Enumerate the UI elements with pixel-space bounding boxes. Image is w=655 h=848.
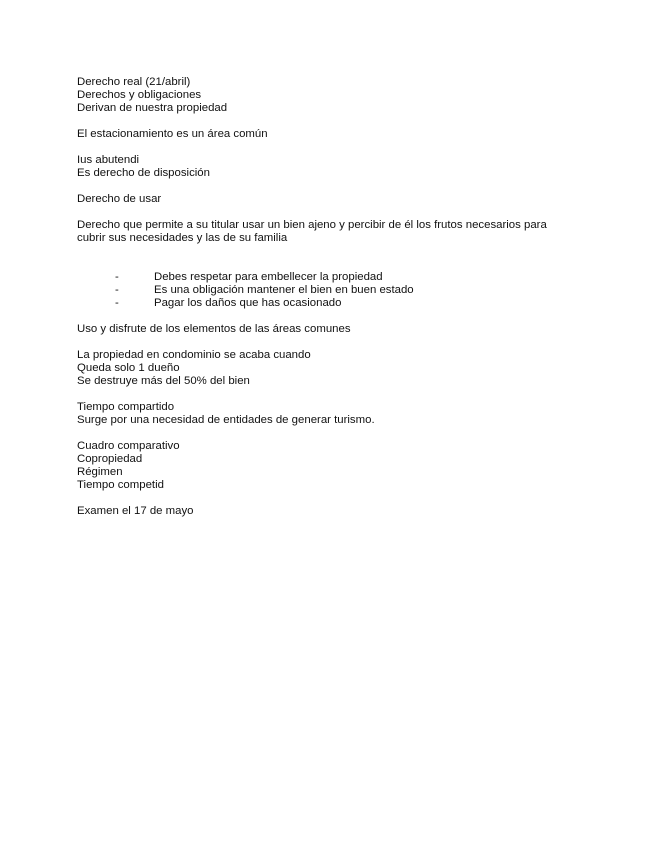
- list-item: [77, 297, 577, 310]
- dash-bullet: -: [115, 271, 119, 283]
- text-line: Uso y disfrute de los elementos de las áreas comunes: [77, 323, 351, 335]
- list-item-text: Es una obligación mantener el bien en buen estado: [154, 284, 414, 296]
- paragraph-estacionamiento: [77, 128, 577, 141]
- text-line: Derecho real (21/abril): [77, 76, 191, 88]
- text-line: Tiempo compartido: [77, 401, 175, 413]
- text-line: Tiempo competid: [77, 479, 164, 491]
- text-line: Queda solo 1 dueño: [77, 362, 180, 374]
- dash-bullet: -: [115, 297, 119, 309]
- dash-bullet: -: [115, 284, 119, 296]
- list-item-text: Debes respetar para embellecer la propiedad: [154, 271, 383, 283]
- text-line: Es derecho de disposición: [77, 167, 210, 179]
- list-item: [77, 284, 577, 297]
- paragraph-uso-y-disfrute: [77, 323, 577, 336]
- text-line: Cuadro comparativo: [77, 440, 180, 452]
- text-line: Régimen: [77, 466, 123, 478]
- paragraph-derecho-real: [77, 76, 577, 115]
- text-line: Derivan de nuestra propiedad: [77, 102, 228, 114]
- text-line: Se destruye más del 50% del bien: [77, 375, 250, 387]
- paragraph-ius-abutendi: [77, 154, 577, 180]
- text-line: Derechos y obligaciones: [77, 89, 202, 101]
- paragraph-definicion: [77, 219, 577, 245]
- text-line: Derecho que permite a su titular usar un bien ajeno y percibir de él los frutos necesarios para: [77, 219, 547, 231]
- list-item-text: Pagar los daños que has ocasionado: [154, 297, 342, 309]
- text-line: Surge por una necesidad de entidades de generar turismo.: [77, 414, 375, 426]
- paragraph-condominio: [77, 349, 577, 388]
- list-item: [77, 271, 577, 284]
- document-page: [77, 76, 577, 531]
- text-line: cubrir sus necesidades y las de su familia: [77, 232, 288, 244]
- text-line: Copropiedad: [77, 453, 143, 465]
- paragraph-derecho-de-usar: [77, 193, 577, 206]
- bullet-list: [77, 271, 577, 310]
- paragraph-cuadro-comparativo: [77, 440, 577, 492]
- text-line: La propiedad en condominio se acaba cuando: [77, 349, 311, 361]
- text-line: Ius abutendi: [77, 154, 140, 166]
- spacer: [77, 258, 577, 271]
- text-line: Derecho de usar: [77, 193, 162, 205]
- text-line: El estacionamiento es un área común: [77, 128, 268, 140]
- paragraph-examen: [77, 505, 577, 518]
- text-line: Examen el 17 de mayo: [77, 505, 194, 517]
- paragraph-tiempo-compartido: [77, 401, 577, 427]
